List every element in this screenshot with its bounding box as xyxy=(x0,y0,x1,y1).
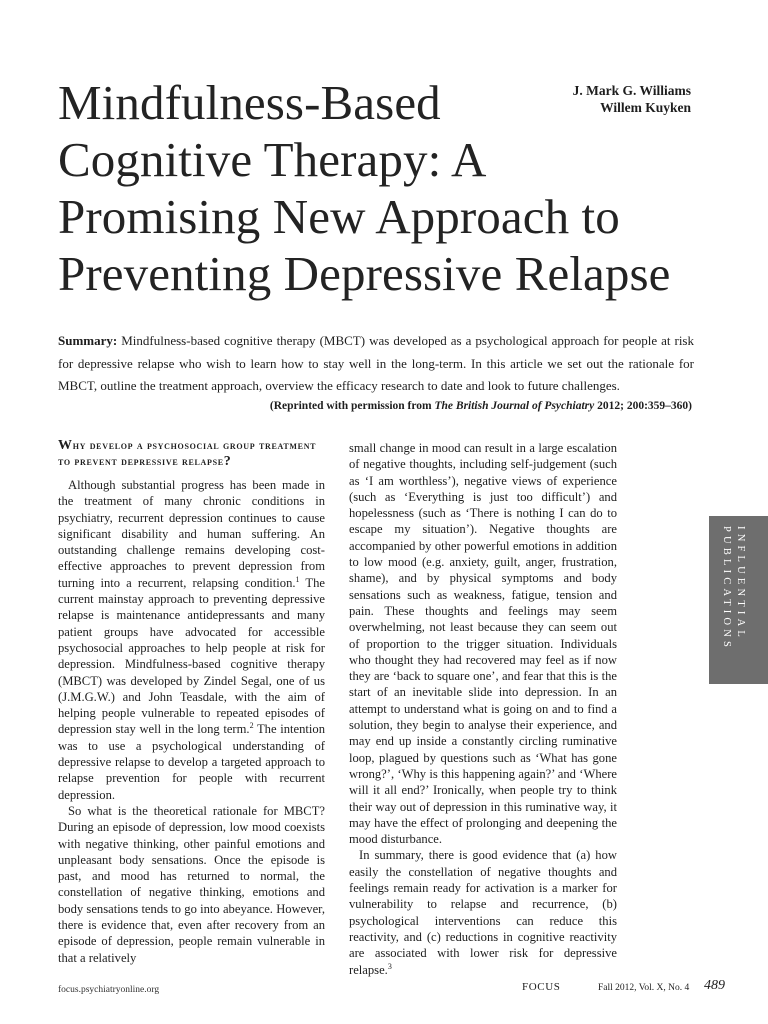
body-text: The intention was to use a psychological understanding of depressive relapse to develop a targeted approach to relapse prevention for people with recurrent depression. xyxy=(58,722,325,802)
body-paragraph: So what is the theoretical rationale for MBCT? During an episode of depression, low mood coexists with negative thinking, other painful emotions and unpleasant body sensations. Once the episode is past, and mood has returned to normal, the constellation of negative thinking, emotions and body sensations tends to go into abeyance. However, there is evidence that, even after recovery from an episode of depression, people remain vulnerable in that a relatively xyxy=(58,803,325,965)
summary-label: Summary: xyxy=(58,333,118,348)
body-text: In summary, there is good evidence that (a) how easily the constellation of negative thoughts and feelings remain ready for activation is a marker for vulnerability to relapse and recurrence, (b) psychological interventions can reduce this reactivity, and (c) reductions in cognitive reactivity are associated with lower risk for depressive relapse. xyxy=(349,848,617,977)
left-column xyxy=(58,438,325,966)
reprint-journal: The British Journal of Psychiatry xyxy=(434,400,595,412)
footer-site: focus.psychiatryonline.org xyxy=(58,985,160,995)
section-side-tab xyxy=(709,516,768,684)
title-line-4: Preventing Depressive Relapse xyxy=(58,246,671,301)
author-2: Willem Kuyken xyxy=(600,100,691,115)
footer-issue: Fall 2012, Vol. X, No. 4 xyxy=(598,983,690,993)
author-list xyxy=(573,82,691,116)
footer-journal: FOCUS xyxy=(522,981,561,993)
section-heading xyxy=(58,438,325,469)
title-line-3: Promising New Approach to xyxy=(58,189,620,244)
reprint-prefix: (Reprinted with permission from xyxy=(269,400,435,412)
summary-text: Mindfulness-based cognitive therapy (MBCT) was developed as a psychological approach for people at risk for depressive relapse who wish to learn how to stay well in the long-term. In this article we set out the rationale for MBCT, outline the treatment approach, overview the efficacy research to date and look to future challenges. xyxy=(58,333,694,393)
summary-paragraph xyxy=(58,330,694,398)
title-line-2: Cognitive Therapy: A xyxy=(58,132,487,187)
title-line-1: Mindfulness-Based xyxy=(58,75,441,130)
body-paragraph xyxy=(349,847,617,977)
reference-3: 3 xyxy=(387,961,392,971)
body-paragraph xyxy=(58,477,325,803)
reprint-suffix: 2012; 200:359–360) xyxy=(594,400,692,412)
reprint-notice xyxy=(270,400,692,412)
right-column xyxy=(349,440,617,978)
body-text: Although substantial progress has been made in the treatment of many chronic conditions in psychiatry, recurrent depression continues to cause significant disability and human suffering. An outstanding challenge remains developing cost-effective approaches to prevent depression from turning into a recurrent, relapsing condition. xyxy=(58,478,325,590)
page-number: 489 xyxy=(704,978,725,993)
side-tab-line-2: PUBLICATIONS xyxy=(721,526,732,652)
reference-1: 1 xyxy=(295,574,300,584)
heading-text: hy develop a psychosocial group treatment to prevent depressive relapse xyxy=(58,439,317,468)
heading-first-letter: W xyxy=(58,438,73,453)
body-paragraph: small change in mood can result in a large escalation of negative thoughts, including self-judgement (such as ‘I am worthless’), negative views of experience (such as ‘Everything is just too difficult’) and hopelessness (such as ‘There is nothing I can do to escape my situation’). Negative thoughts are accompanied by other powerful emotions in addition to low mood (e.g. anxiety, guilt, anger, frustration, shame), and by physical symptoms and body sensations such as weakness, fatigue, tension and pain. These thoughts and feelings may seem overwhelming, not least because they can seem out of proportion to the trigger situation. Individuals who thought they had recovered may feel as if now they are ‘back to square one’, and fear that this is the start of an inevitable slide into depression. In an attempt to understand what is going on and to find a solution, they begin to analyse their experience, and may end up inside a constantly circling ruminative loop, plagued by questions such as ‘What has gone wrong?’, ‘Why is this happening again?’ and ‘Where will it all end?’ Ironically, when people try to think their way out of depression in this ruminative way, it may have the effect of prolonging and deepening the mood disturbance. xyxy=(349,441,617,847)
reference-2: 2 xyxy=(249,721,254,731)
body-text: The current mainstay approach to preventing depressive relapse is maintenance antidepressants and many patient groups have advocated for accessible psychosocial approaches to help people at risk for depression. Mindfulness-based cognitive therapy (MBCT) was developed by Zindel Segal, one of us (J.M.G.W.) and John Teasdale, with the aim of helping people vulnerable to repeated episodes of depression stay well in the long term. xyxy=(58,575,325,737)
author-1: J. Mark G. Williams xyxy=(572,83,691,98)
heading-end-mark: ? xyxy=(223,453,232,469)
side-tab-line-1: INFLUENTIAL xyxy=(735,526,746,642)
